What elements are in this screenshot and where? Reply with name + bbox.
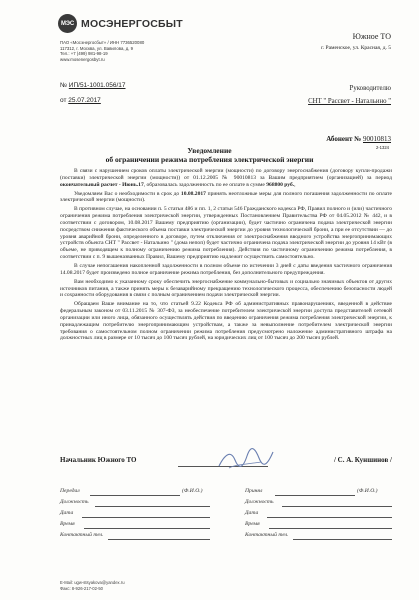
logo-icon: МЭС xyxy=(58,14,77,33)
paragraph-deadline: Уведомляем Вас о необходимости в срок до 10.08.2017 принять неотложные меры для полного погашения задолженности по оплате электрической энергии (мощности). xyxy=(60,190,393,204)
company-line: Тел.: +7 (499) 981-98-19 xyxy=(60,51,108,57)
recipient-name: Южное ТО xyxy=(352,32,391,41)
company-logo xyxy=(58,14,183,33)
table-row: Контактный тел. Контактный тел. xyxy=(60,532,405,543)
subscriber-sub: 2-1324 xyxy=(375,145,389,150)
footer-email: E-Mail: ugw-stsyakova@yandex.ru xyxy=(60,580,125,585)
paragraph-full-restriction: В случае непогашения накопленной задолженности в полном объеме по истечении 3 дней с даты введения частичного ограничения 14.08.2017 будет произведено полное ограничение режима потребления, без дополнительного предупреждения. xyxy=(60,262,392,276)
reference-date: от 25.07.2017 xyxy=(60,97,101,104)
handover-table xyxy=(60,488,405,543)
paragraph-penalty: Обращаем Ваше внимание на то, что статьей 9.22 Кодекса РФ об административных правонарушениях, введенной в действие федеральным законом от 03.11.2015 № 307-ФЗ, за необеспечение потребителем электрической энергии доступа представителей сетевой организации или иного лица, обязанного осуществлять действия по введению ограничения режима потребления электрической энергии, к принадлежащим потребителю энергопринимающим устройствам, а также за невыполнение потребителем электрической энергии требования о самостоятельном полном ограничении режима потребления предусмотрено наложение административного штрафа на должностных лиц в размере от 10 тысяч до 100 тысяч рублей, на юридических лиц от 100 тысяч до 200 тысяч рублей. xyxy=(60,301,392,342)
notice-body xyxy=(60,168,392,344)
notice-subtitle: об ограничении режима потребления электрической энергии xyxy=(105,155,314,164)
notice-title: Уведомление xyxy=(187,146,232,155)
footer-fax: Факс: 8-926-217-02-50 xyxy=(60,585,104,591)
footer-contacts xyxy=(60,580,125,591)
logo-text: МОСЭНЕРГОСБЫТ xyxy=(81,17,183,30)
table-row: Передал (Ф.И.О.) Принял (Ф.И.О.) xyxy=(60,488,378,494)
company-line: www.mosenergosbyt.ru xyxy=(60,56,105,62)
company-line: 117312, г. Москва, ул. Вавилова, д. 9 xyxy=(60,45,134,51)
company-line: ПАО «Мосэнергосбыт» / ИНН 7736520080 xyxy=(60,40,145,45)
recipient-org: СНТ " Рассвет - Натальино " xyxy=(308,98,391,105)
recipient-address: г. Раменское, ул. Красная, д. 5 xyxy=(321,45,391,51)
recipient-title: Руководителю xyxy=(349,85,391,92)
signer-title: Начальник Южного ТО xyxy=(60,456,137,464)
paragraph-restriction: В противном случае, на основании п. 5 статьи 486 и пп. 1, 2 статьи 546 Гражданского кодекса РФ, Правил полного и (или) частичного ограничения режима потребления электрической энергии, утвержденных Постановлением Правительства РФ от 04.05.2012 № 442, и в соответствии с договором, 10.08.2017 Вашему предприятию (организации), будет частично ограничена подача электрической энергии посредством снижения фактического объема поставки электрической энергии до уровня технологической брони, а при ее отсутствии — до уровня аварийной брони, определенного в договоре, путем отключения от электроснабжения вводного устройства энергопринимающих устройств объекта СНТ " Рассвет - Натальино " (дома непоп) будет частично ограничена подача электрической энергии до уровня 14 кВт (в объеме, не приводящем к полному ограничению режима потребления). Действия по частичному ограничению режима потребления, в соответствии с п. 9 вышеназванных Правил, Вашему предприятию надлежит осуществить самостоятельно. xyxy=(60,206,392,261)
paragraph-debt: В связи с нарушением сроков оплаты электрической энергии (мощности) по договору энергоснабжения (договору купли-продажи (поставки) электрической энергии (мощности)) от 01.12.2005 № 90010813 за Вашим предприятием (организацией) за период окончательный расчет - Июнь.17, образовалась задолженность по ее оплате в сумме 968800 руб., xyxy=(60,168,392,188)
table-row: Должность Должность xyxy=(60,499,405,510)
table-row: Время Время xyxy=(60,521,405,532)
paragraph-requirements: Вам необходимо к указанному сроку обеспечить энергоснабжение коммунально-бытовых и социально значимых объектов от других источников питания, а также принять меры к безаварийному прекращению технологического процесса, обеспечению безопасности людей и сохранности оборудования в связи с полным ограничением подачи электрической энергии. xyxy=(60,278,392,299)
handwritten-signature-icon xyxy=(215,446,275,474)
reference-number: № ИП/51-1001.056/17 xyxy=(60,82,126,89)
subscriber-number: Абонент № 90010813 xyxy=(326,135,391,143)
table-row: Дата Дата xyxy=(60,510,405,521)
signer-name: / С. А. Куншинов / xyxy=(333,456,392,464)
company-details xyxy=(60,40,180,62)
